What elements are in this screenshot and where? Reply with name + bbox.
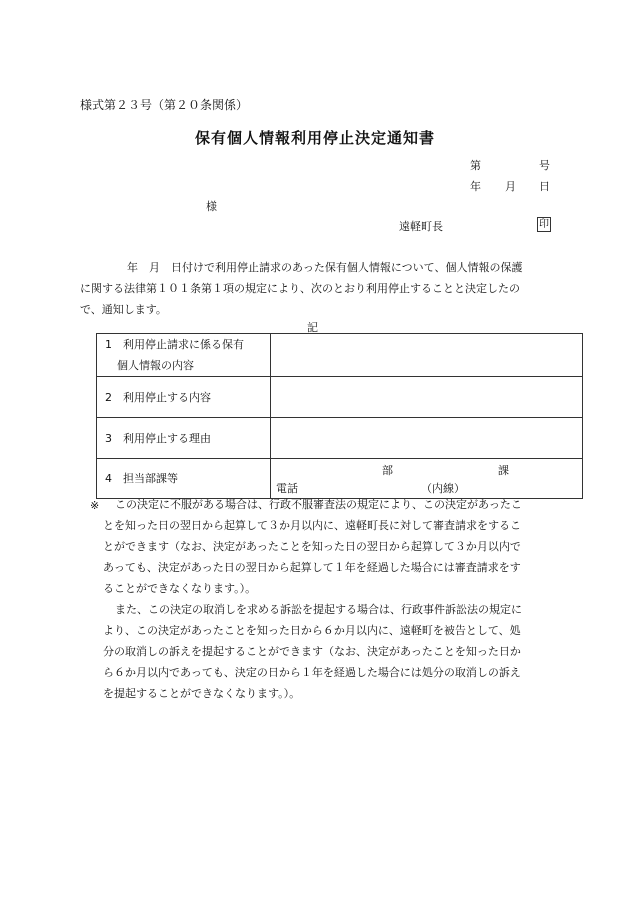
row2-label-cell [97, 377, 271, 418]
row4-ext: （内線） [421, 481, 465, 495]
note1-line-2: とを知った日の翌日から起算して３か月以内に、遠軽町長に対して審査請求をするこ [103, 519, 521, 532]
seal-mark: 印 [539, 219, 549, 230]
row4-value-cell [271, 459, 583, 499]
note1-line-3: とができます（なお、決定があったことを知った日の翌日から起算して３か月以内で [103, 540, 521, 553]
table-row [97, 377, 583, 418]
table-row [97, 334, 583, 377]
body-line-2: に関する法律第１０１条第１項の規定により、次のとおり利用停止することと決定したの [80, 282, 520, 295]
note2-line-1: また、この決定の取消しを求める訴訟を提起する場合は、行政事件訴訟法の規定に [115, 603, 522, 616]
row4-label-cell [97, 459, 271, 499]
row2-label: 2 利用停止する内容 [105, 390, 211, 404]
row4-phone: 電話 [276, 481, 298, 495]
row1-label-b: 個人情報の内容 [117, 359, 194, 372]
note2-line-2: より、この決定があったことを知った日から６か月以内に、遠軽町を被告として、処 [103, 624, 521, 637]
note1-line-4: あっても、決定があった日の翌日から起算して１年を経過した場合には審査請求をす [103, 561, 521, 574]
date-day: 日 [539, 180, 550, 193]
note1-line-1: この決定に不服がある場合は、行政不服審査法の規定により、この決定があったこ [115, 498, 522, 511]
row4-ka: 課 [498, 463, 509, 477]
ki-heading: 記 [307, 321, 318, 334]
row2-value-cell [271, 377, 583, 418]
row1-label-cell [97, 334, 271, 377]
note2-line-5: を提起することができなくなります。）。 [103, 687, 301, 700]
table-row [97, 418, 583, 459]
row4-label: 4 担当部課等 [105, 472, 178, 485]
date-month: 月 [505, 180, 516, 193]
note1-line-5: ることができなくなります。）。 [103, 582, 257, 595]
table-row [97, 459, 583, 499]
seal-box [537, 217, 551, 232]
row4-bu: 部 [382, 463, 393, 477]
notes-mark: ※ [90, 499, 100, 512]
issuer: 遠軽町長 [399, 220, 443, 233]
date-year: 年 [470, 180, 481, 193]
row1-value-cell [271, 334, 583, 377]
row3-label: 3 利用停止する理由 [105, 431, 211, 445]
body-line-1: 年 月 日付けで利用停止請求のあった保有個人情報について、個人情報の保護 [127, 261, 523, 274]
form-number: 様式第２３号（第２０条関係） [80, 98, 249, 112]
document-title: 保有個人情報利用停止決定通知書 [194, 129, 435, 147]
note2-line-3: 分の取消しの訴えを提起することができます（なお、決定があったことを知った日か [103, 645, 521, 658]
row3-value-cell [271, 418, 583, 459]
row3-label-cell [97, 418, 271, 459]
doc-number-dai: 第 [470, 159, 481, 172]
doc-number-go: 号 [539, 159, 550, 172]
info-table [96, 333, 583, 499]
addressee-suffix: 様 [206, 200, 217, 213]
body-line-3: で、通知します。 [80, 303, 167, 316]
row1-label-a: 1 利用停止請求に係る保有 [105, 338, 244, 351]
note2-line-4: ら６か月以内であっても、決定の日から１年を経過した場合には処分の取消しの訴え [103, 666, 521, 679]
